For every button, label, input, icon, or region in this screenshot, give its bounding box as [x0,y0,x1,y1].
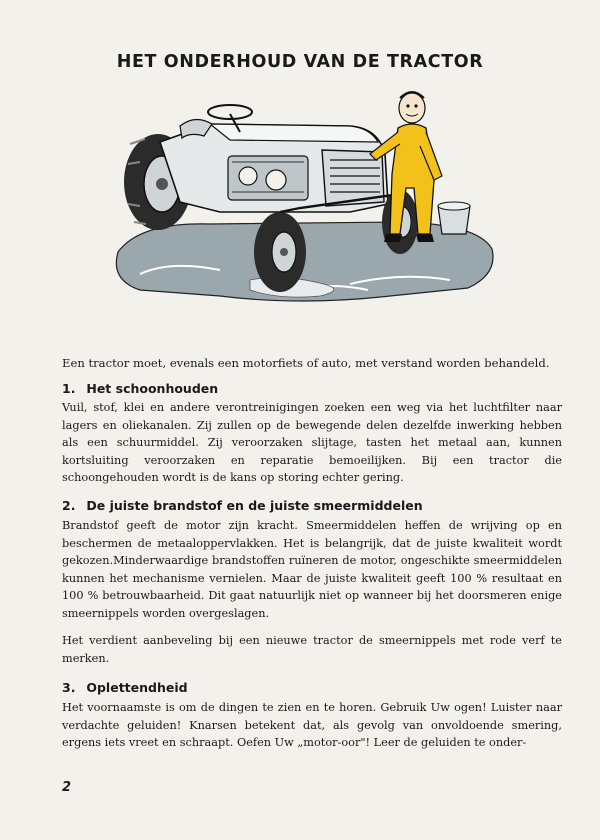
section-heading-brandstof [62,498,562,513]
page-title: HET ONDERHOUD VAN DE TRACTOR [116,52,484,72]
tractor-cleaning-illustration [100,84,500,310]
intro-text: Een tractor moet, evenals een motorfiets of auto, met verstand worden behandeld. [62,356,550,370]
section-title: De juiste brandstof en de juiste smeermiddelen [86,498,423,513]
paragraph-brandstof: Brandstof geeft de motor zijn kracht. Smeermiddelen heffen de wrijving op en beschermen de metaaloppervlakken. Het is belangrijk, dat de juiste kwaliteit wordt gekozen.Minderwaardige brandstoffen ruïneren de motor, ongeschikte smeermiddelen kunnen het mechanisme vernielen. Maar de juiste kwaliteit geeft 100 % resultaat en 100 % betrouwbaarheid. Dit gaat natuurlijk niet op wanneer bij het doorsmeren enige smeernippels worden overgeslagen. [62,519,562,620]
section-number: 1. [62,381,76,396]
section-title: Oplettendheid [86,680,188,695]
section-title: Het schoonhouden [86,381,219,396]
paragraph-schoonhouden: Vuil, stof, klei en andere verontreinigingen zoeken een weg via het luchtfilter naar lagers en oliekanalen. Zij zullen op de bewegende delen dezelfde inwerking hebben als een schuurmiddel. Zij veroorzaken slijtage, tasten het metaal aan, kunnen kortsluiting veroorzaken en reparatie bemoeilijken. Bij een tractor die schoongehouden wordt is de kans op storing echter gering. [62,401,562,484]
section-heading-schoonhouden [62,381,562,396]
section-heading-oplettendheid [62,680,562,695]
section-number: 3. [62,680,76,695]
paragraph-smeernippels: Het verdient aanbeveling bij een nieuwe tractor de smeernippels met rode verf te merken. [62,634,562,665]
section-number: 2. [62,498,76,513]
paragraph-oplettendheid: Het voornaamste is om de dingen te zien en te horen. Gebruik Uw ogen! Luister naar verdachte geluiden! Knarsen betekent dat, als gevolg van onvoldoende smering, ergens iets vreet en schraapt. Oefen Uw „motor-oor"! Leer de geluiden te onder- [62,701,562,749]
page-number: 2 [62,780,72,795]
